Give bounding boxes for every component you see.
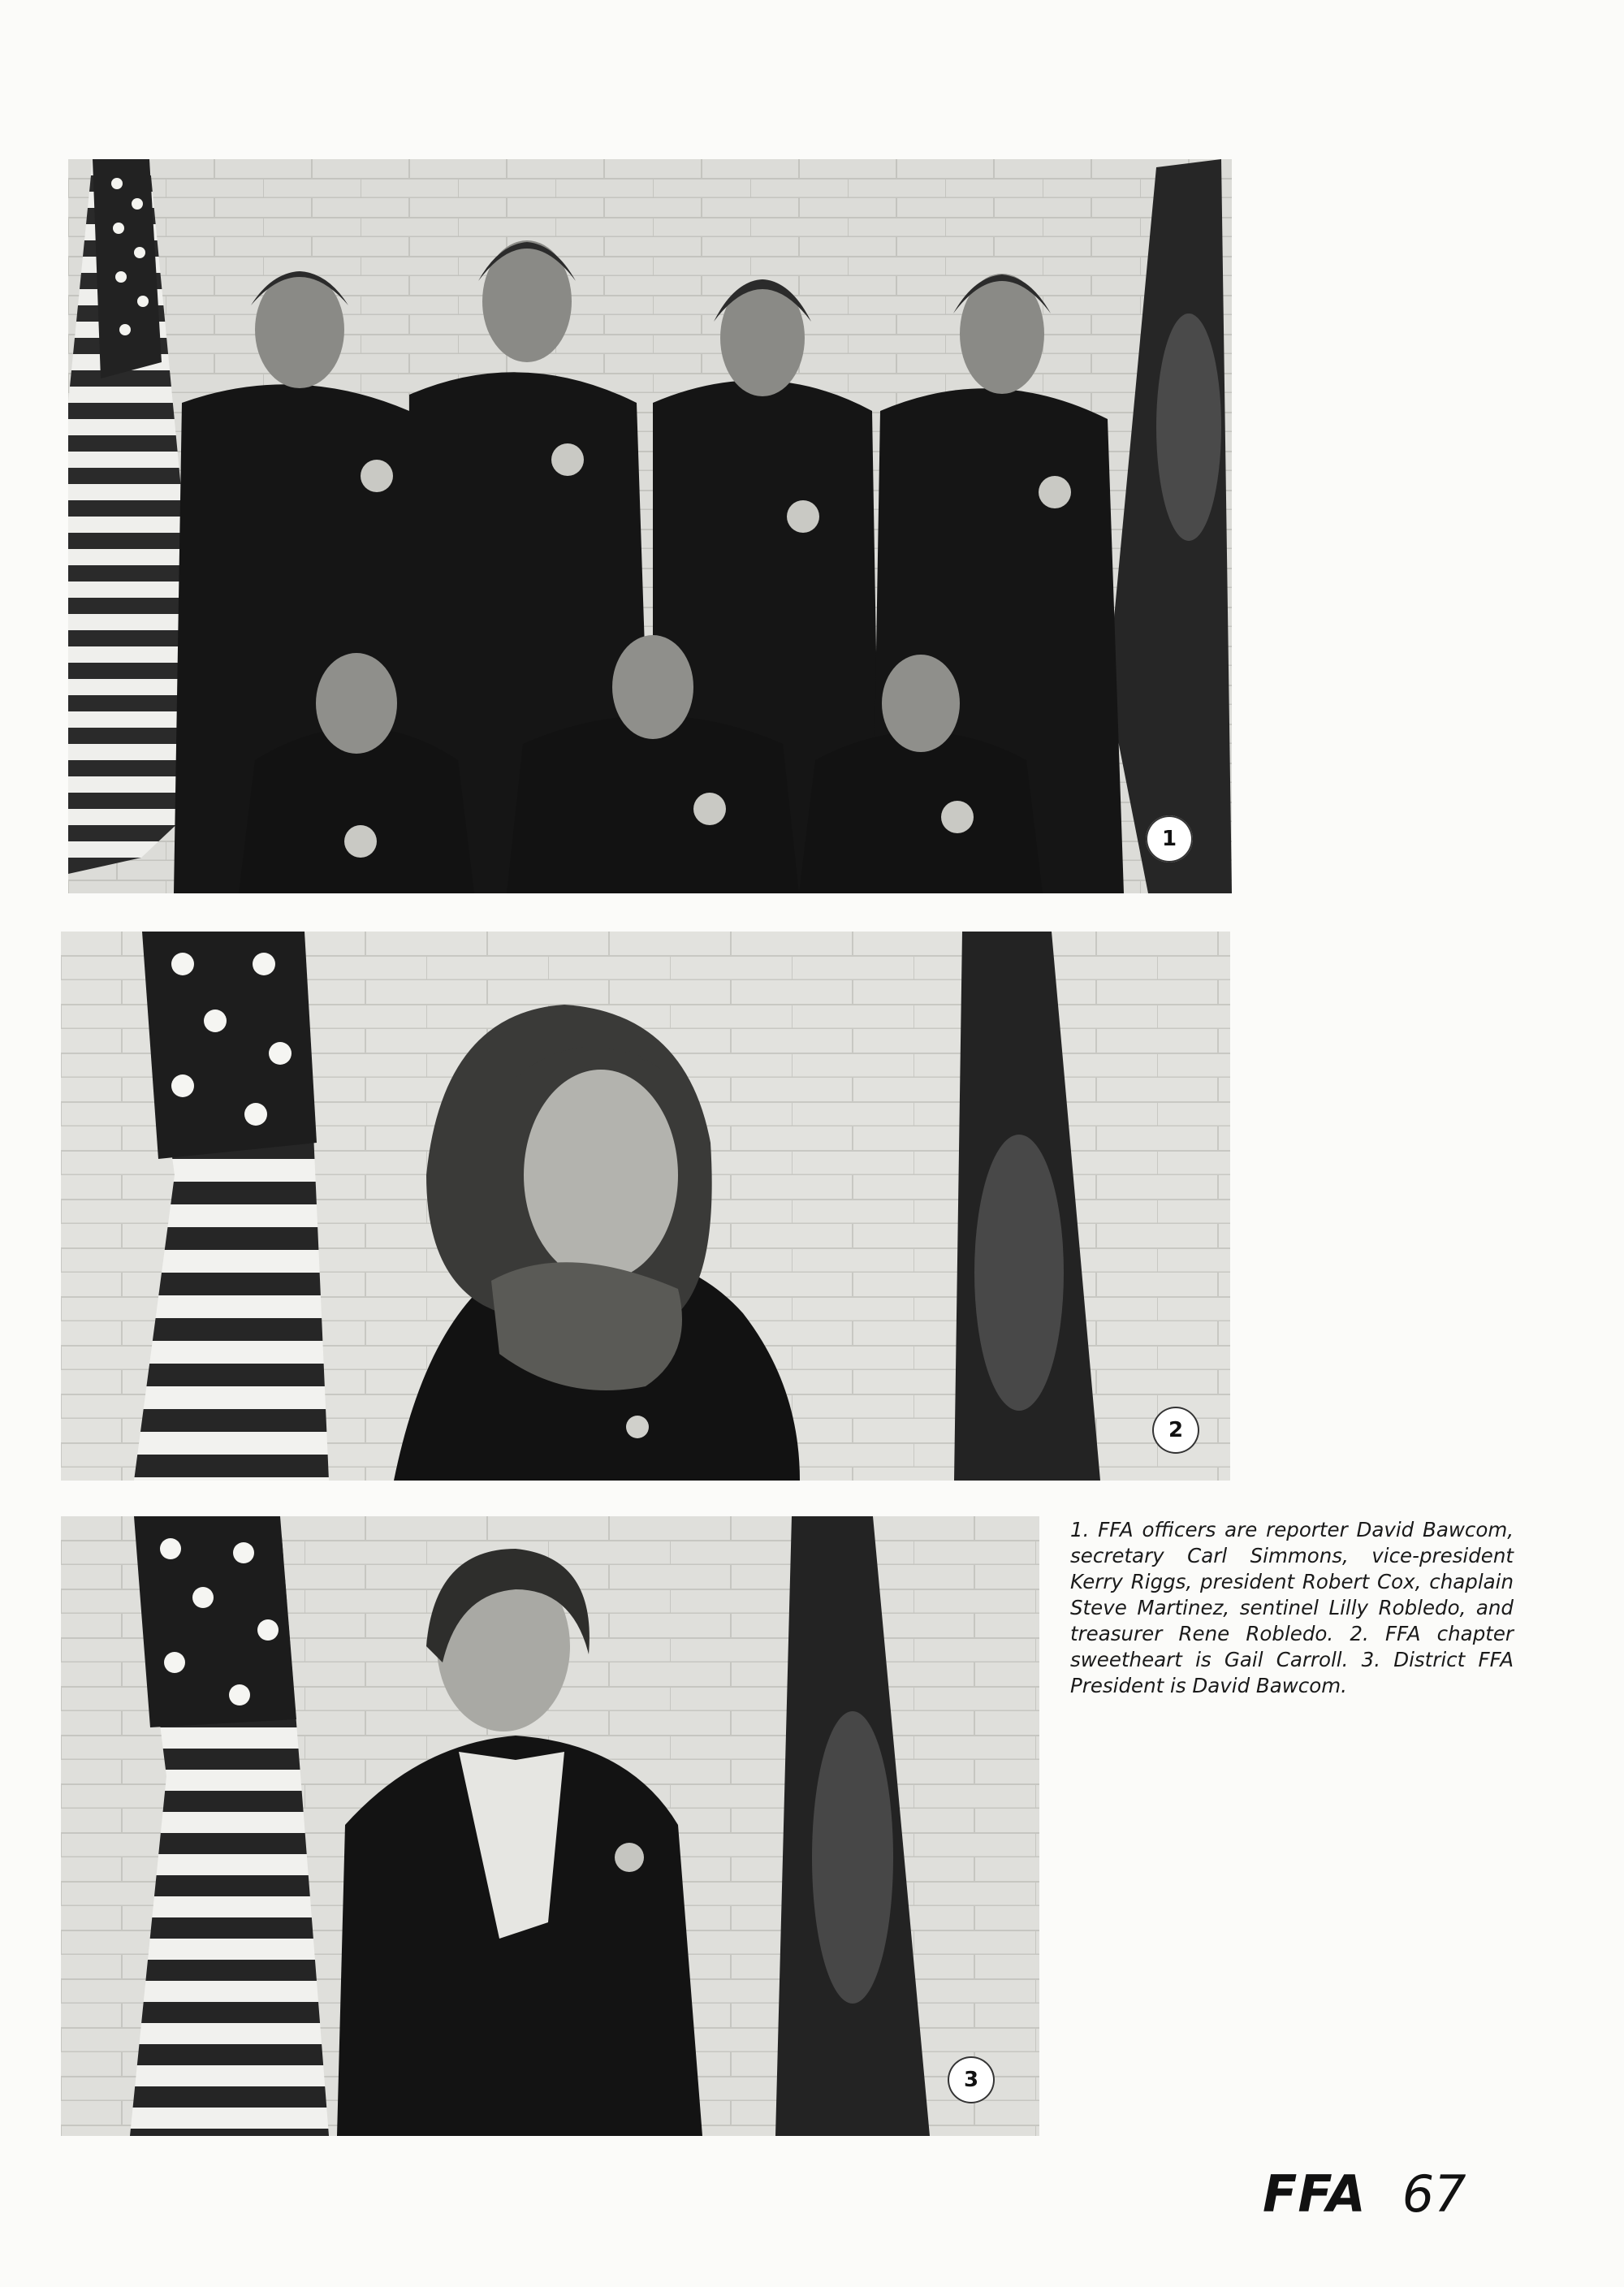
photo-sweetheart bbox=[61, 932, 1230, 1481]
photo-number-badge: 2 bbox=[1152, 1407, 1199, 1454]
page-footer bbox=[1263, 2164, 1466, 2224]
photo-officers bbox=[68, 159, 1232, 893]
photo-number-badge: 3 bbox=[948, 2056, 995, 2103]
photo-sweetheart-image bbox=[61, 932, 1230, 1481]
section-name: FFA bbox=[1263, 2164, 1367, 2224]
photo-number-badge: 1 bbox=[1146, 815, 1193, 862]
page-number: 67 bbox=[1402, 2164, 1466, 2224]
photo-district-president-image bbox=[61, 1516, 1039, 2136]
photo-district-president bbox=[61, 1516, 1039, 2136]
photo-officers-image bbox=[68, 159, 1232, 893]
photo-caption: 1. FFA officers are reporter David Bawcom, secretary Carl Simmons, vice-president Kerry Riggs, president Robert Cox, chaplain Steve Martinez, sentinel Lilly Robledo, and treasurer Rene Robledo. 2. FFA chapter sweetheart is Gail Carroll. 3. District FFA President is David Bawcom. bbox=[1070, 1518, 1514, 1697]
